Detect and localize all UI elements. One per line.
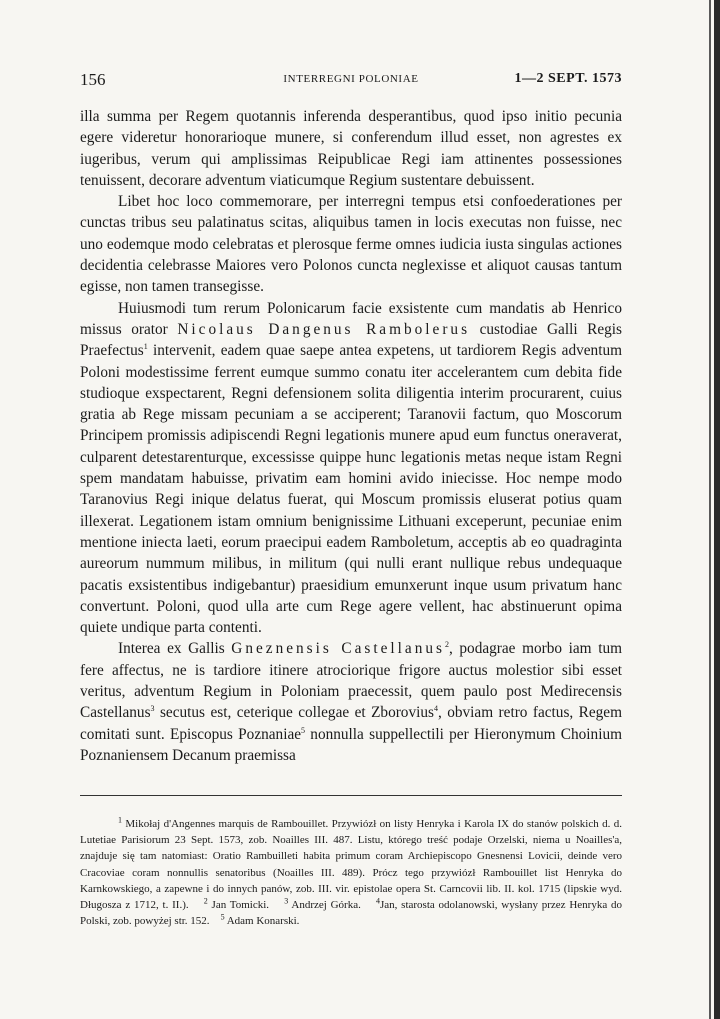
scan-edge-line — [709, 0, 711, 1019]
text-run: nonnulla suppellectili per Hieronymum Choinium Poznaniensem Decanum praemissa — [80, 725, 623, 764]
footnotes — [80, 816, 622, 929]
text-run: secutus est, ceterique collegae et Zborovius — [154, 704, 434, 722]
footnote-mark: 4 — [375, 896, 380, 906]
text-run: custodiae Galli Regis Praefectus — [80, 320, 622, 360]
footnote-text: Jan Tomicki. — [211, 899, 270, 912]
running-title: INTERREGNI POLONIAE — [283, 73, 419, 85]
footnote-ref: 1 — [143, 342, 148, 352]
page-number: 156 — [80, 70, 106, 89]
text-run: , podagrae morbo iam tum fere affectus, ne is tardiore itinere atrociorique frigore auctus molestior sibi esset veritus, adventum Regium in Poloniam praecessit, quem paulo post Medirecensis Castellanus — [80, 640, 622, 722]
header-date: 1—2 SEPT. 1573 — [514, 71, 622, 86]
text-run: , obviam retro factus, Regem comitati sunt. Episcopus Poznaniae — [80, 704, 622, 743]
scan-edge — [714, 0, 720, 1019]
running-header — [80, 70, 622, 92]
text-run: Huiusmodi tum rerum Polonicarum facie exsistente cum mandatis ab Henrico missus orator — [80, 299, 622, 338]
paragraph-4 — [80, 638, 622, 766]
text-run: intervenit, eadem quae saepe antea expetens, ut tardiorem Regis adventum Poloni modestissime ferrent eumque summo conatu iter accelerantem cum debita fide studioque exspectarent, Regni defensionem solita diligentia interim procurarent, cuius gratia ab Rege missam pecuniam a se acciperent; Taranovii factum, quo Moscorum Principem promissis adipiscendi Regni legationis munere apud eum functus oneraverat, culparent detestarenturque, excessisse quippe hunc legationis metas neque istam Regni spem mandatam habuisse, privatim eam homini avido iniecisse. Hoc nempe modo Taranovius Regi inique delatus fuerat, qui Moscum promissis eluserat potius quam illexerat. Legationem istam omnium benignissime Lithuani exceperunt, pecuniae enim mentione iniecta laeti, eorum praecipui eadem Ramboletum, acceptis ab eo quadraginta aureorum nummum milibus, in militum (qui nulli erant nullique rebus undequaque pacatis exsistentibus indigebantur) praesidium emunxerunt inque usum privatum hanc convertunt. Poloni, quod ulla arte cum Rege agere vellent, hac abstinuerunt opima quiete undique parta contenti. — [80, 342, 622, 637]
footnote-ref: 2 — [444, 640, 449, 650]
paragraph-3 — [80, 298, 622, 639]
text-run: Interea ex Gallis — [118, 640, 232, 658]
footnote-text: Jan, starosta odolanowski, wysłany przez Henryka do Polski, zob. powyżej str. 152. — [80, 899, 622, 928]
footnote-mark: 1 — [118, 815, 122, 825]
footnote-ref: 3 — [150, 704, 155, 714]
person-name: Nicolaus Dangenus Rambolerus — [177, 320, 471, 338]
footnote-1 — [80, 816, 622, 929]
footnote-mark: 2 — [203, 896, 208, 906]
footnote-mark: 5 — [220, 912, 225, 922]
footnote-text: Mikołaj d'Angennes marquis de Rambouillet. Przywiózł on listy Henryka i Karola IX do stanów polskich d. d. Lutetiae Parisiorum 23 Sept. 1573, zob. Noailles III. 487. Listu, którego treść podaje Orzelski, niema u Noailles'a, znajduje się tam natomiast: Oratio Rambuilleti habita primum coram Archiepiscopo Gnesnensi Lovicii, deinde vero Cracoviae coram nonnullis senatoribus (Noailles III. 489). Prócz tego przywiózł Rambouillet list Henryka do Karnkowskiego, a zapewne i do innych panów, zob. III. vir. epistolae opera St. Carncovii lib. II. kol. 1715 (lipskie wyd. Długosza z 1712, t. II.). — [80, 818, 622, 912]
footnote-mark: 3 — [284, 896, 289, 906]
footnote-ref: 4 — [433, 704, 438, 714]
paragraph-2: Libet hoc loco commemorare, per interregni tempus etsi confoederationes per cunctas tribus seu palatinatus scitas, aliquibus tamen in locis executas non fuisse, nec uno eodemque modo celebratas et plerosque ferme omnes iudicia iusta singulas actiones decidentia celebrasse Maiores vero Polonos cuncta neglexisse et aliquot causas tantum egisse, non tamen transegisse. — [80, 193, 622, 296]
main-text — [80, 106, 622, 766]
person-name: Gneznensis Castellanus — [231, 640, 445, 658]
footnote-text: Adam Konarski. — [226, 915, 300, 928]
footnote-ref: 5 — [301, 725, 306, 735]
paragraph-1: illa summa per Regem quotannis inferenda desperantibus, quod ipso initio pecunia egere videretur honorarioque munere, si conferendum illud esset, non agrestes ex iugeribus, verum qui amplissimas Reipublicae Regi iam attinentes possessiones tenuissent, decorare adventum viaticumque Regium sustentare debuissent. — [80, 108, 622, 189]
footnote-divider — [80, 795, 622, 796]
footnote-text: Andrzej Górka. — [291, 899, 361, 912]
